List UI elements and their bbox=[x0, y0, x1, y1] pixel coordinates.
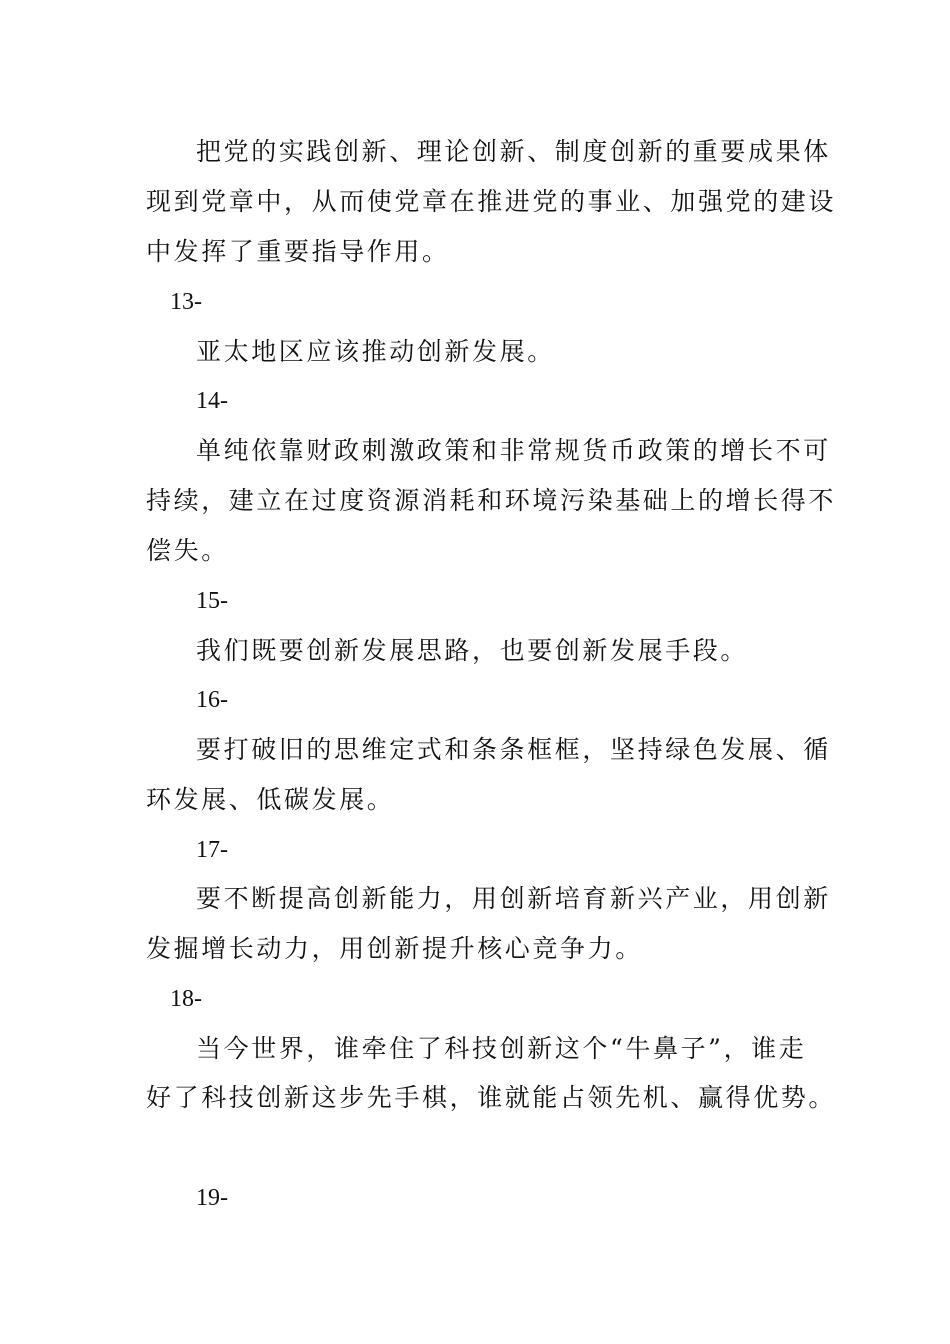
paragraph-line: 要不断提高创新能力，用创新培育新兴产业，用创新 bbox=[196, 884, 831, 913]
section-number: 15- bbox=[196, 588, 228, 614]
section-number: 16- bbox=[196, 687, 228, 713]
paragraph-line: 把党的实践创新、理论创新、制度创新的重要成果体 bbox=[196, 137, 831, 166]
paragraph-line: 当今世界，谁牵住了科技创新这个“牛鼻子”，谁走 bbox=[196, 1034, 807, 1063]
paragraph-line: 好了科技创新这步先手棋，谁就能占领先机、赢得优势。 bbox=[146, 1083, 837, 1112]
paragraph-line: 中发挥了重要指导作用。 bbox=[146, 237, 450, 266]
paragraph-line: 我们既要创新发展思路，也要创新发展手段。 bbox=[196, 636, 749, 665]
paragraph-line: 持续，建立在过度资源消耗和环境污染基础上的增长得不 bbox=[146, 486, 837, 515]
paragraph-line: 亚太地区应该推动创新发展。 bbox=[196, 337, 555, 366]
paragraph-line: 环发展、低碳发展。 bbox=[146, 785, 395, 814]
paragraph-line: 偿失。 bbox=[146, 536, 229, 565]
paragraph-line: 现到党章中，从而使党章在推进党的事业、加强党的建设 bbox=[146, 187, 837, 216]
section-number: 13- bbox=[170, 289, 202, 315]
section-number: 19- bbox=[196, 1185, 228, 1211]
paragraph-line: 发掘增长动力，用创新提升核心竞争力。 bbox=[146, 934, 643, 963]
paragraph-line: 单纯依靠财政刺激政策和非常规货币政策的增长不可 bbox=[196, 436, 831, 465]
paragraph-line: 要打破旧的思维定式和条条框框，坚持绿色发展、循 bbox=[196, 735, 831, 764]
section-number: 14- bbox=[196, 388, 228, 414]
section-number: 17- bbox=[196, 837, 228, 863]
section-number: 18- bbox=[170, 986, 202, 1012]
